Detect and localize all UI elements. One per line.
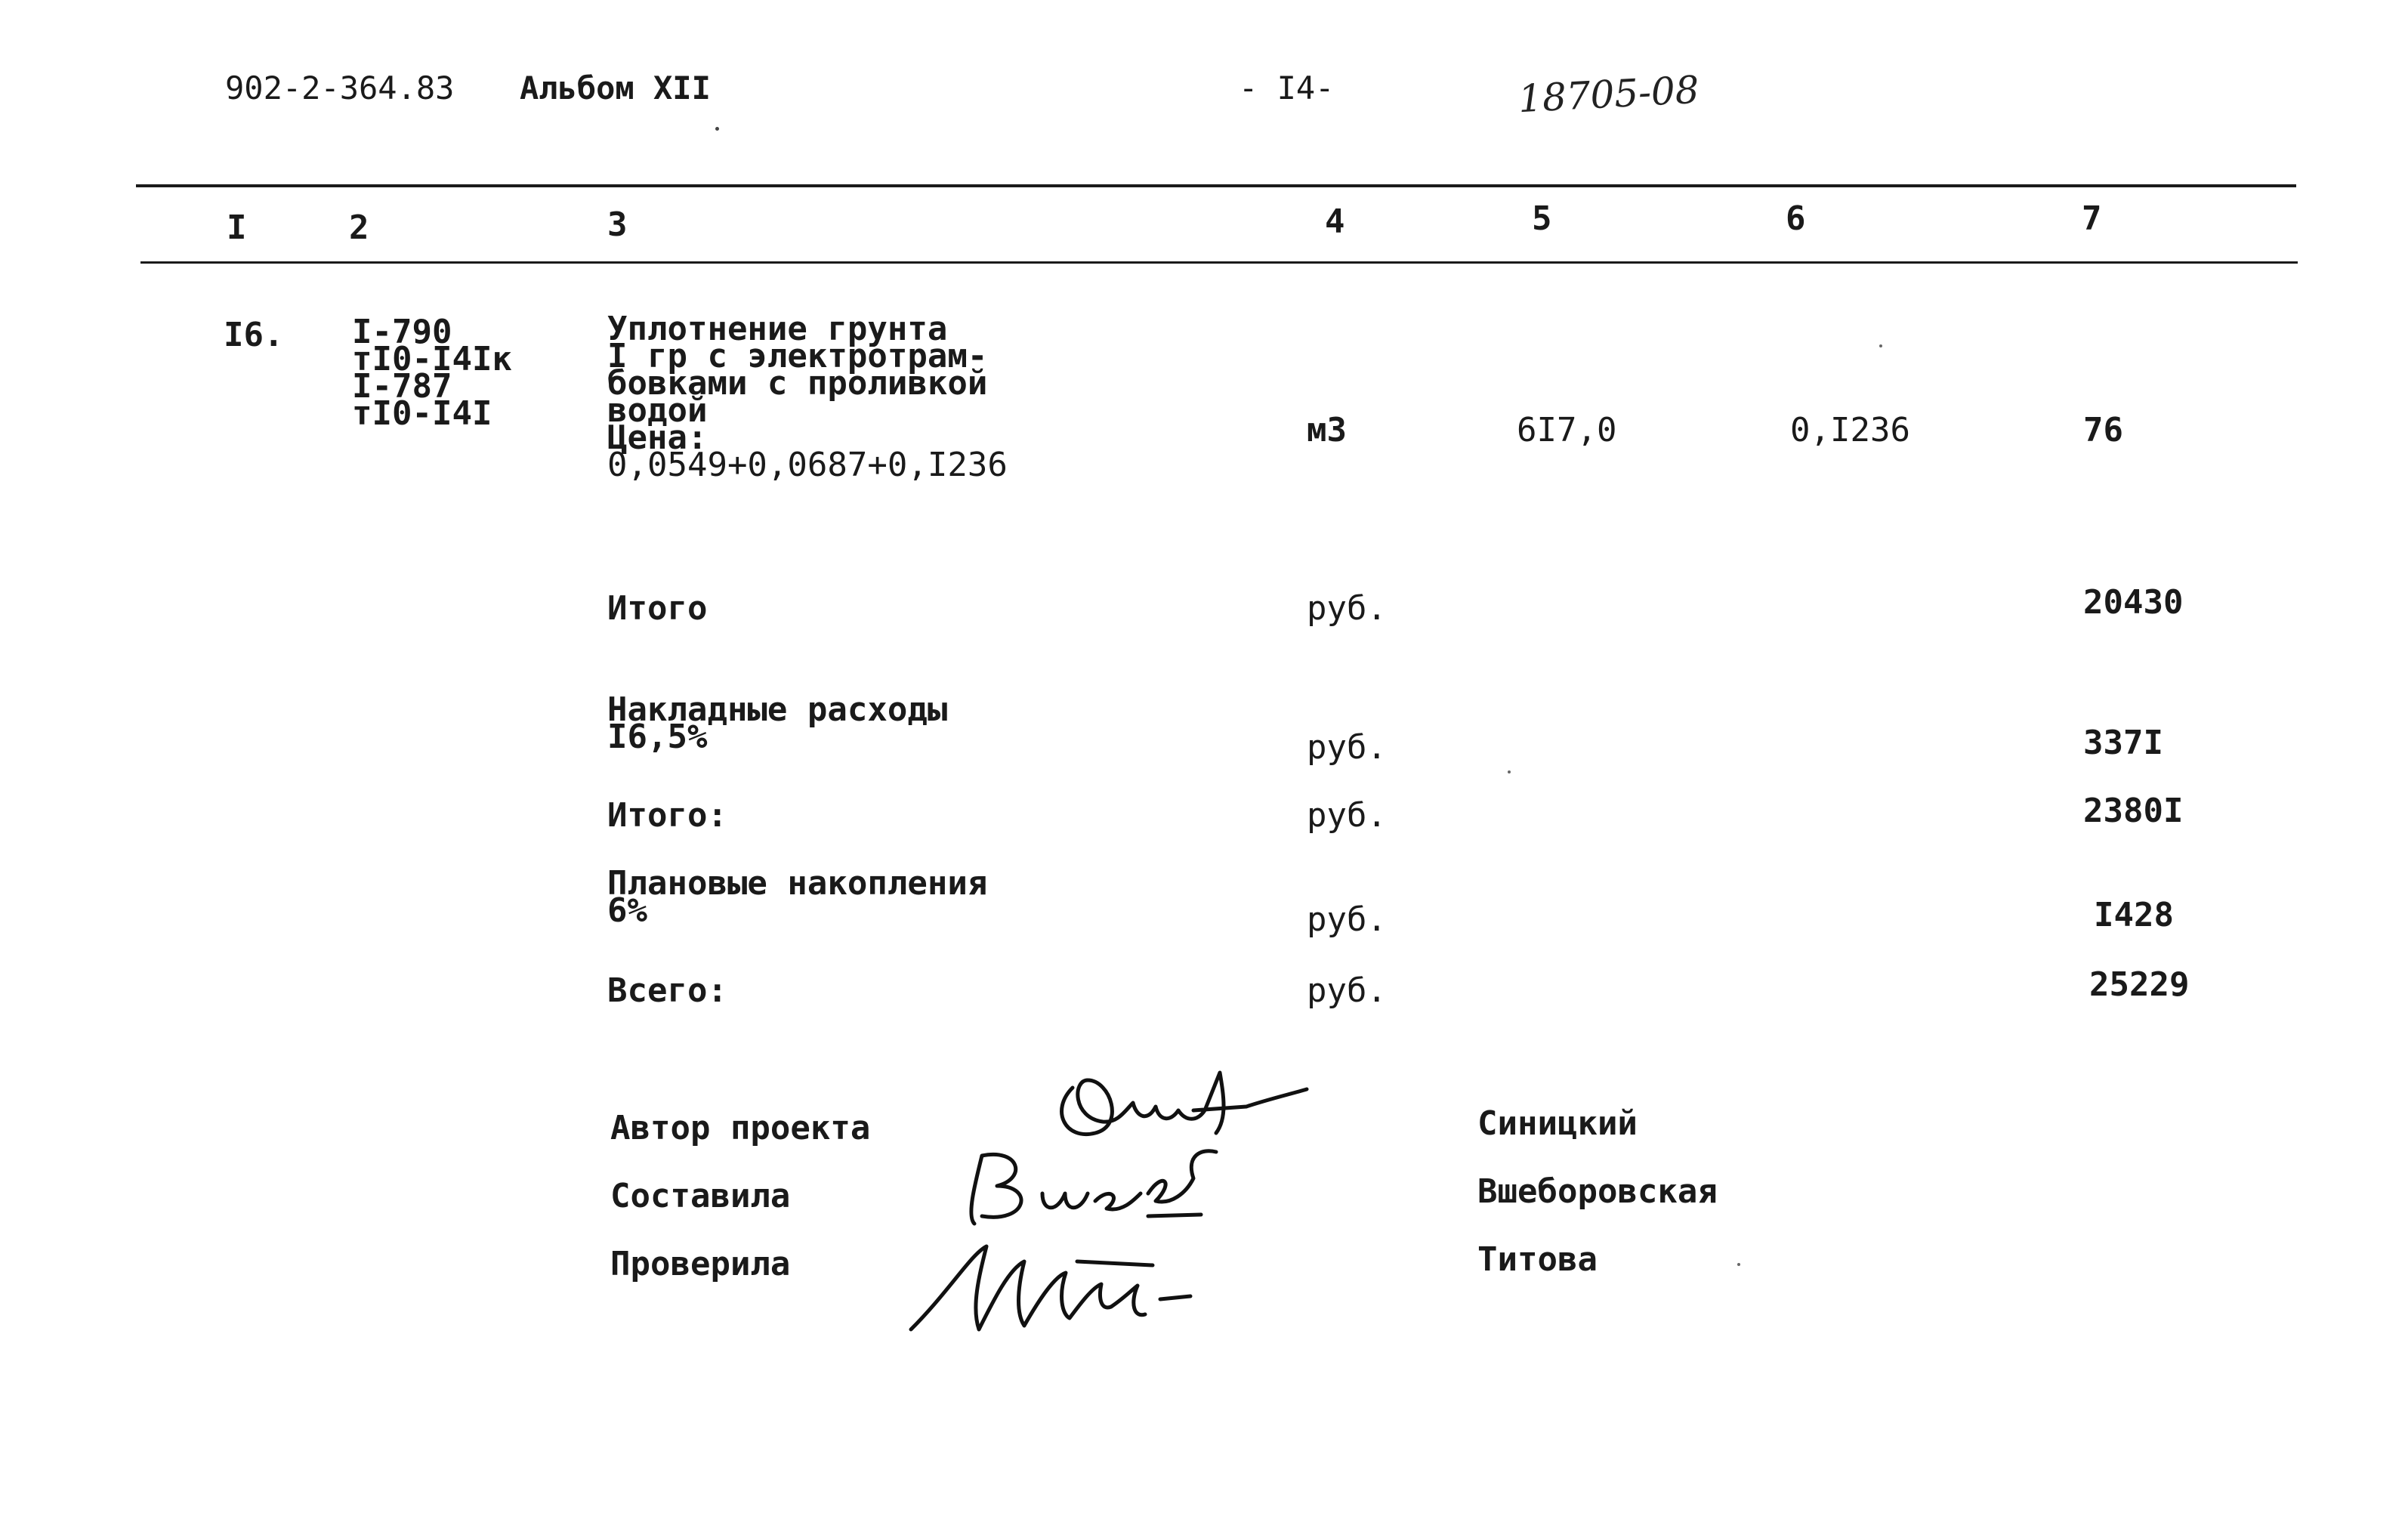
overhead-value: 337I [2083, 724, 2163, 762]
rate-code: тI0-I4I [352, 394, 492, 434]
work-description [607, 310, 1008, 485]
signature-name: Титова [1477, 1240, 1598, 1279]
description-line: 0,0549+0,0687+0,I236 [607, 446, 1008, 485]
handwritten-signature-checker [903, 1231, 1206, 1352]
signature-name: Вшеборовская [1477, 1172, 1718, 1211]
rate-codes [352, 313, 512, 434]
planned-savings-label-line: Плановые накопления [607, 864, 988, 903]
scan-speck [1879, 344, 1882, 347]
column-header-1: I [227, 208, 247, 247]
grand-total-label: Всего: [607, 971, 727, 1010]
unit-cell: м3 [1307, 411, 1347, 449]
rate-code: I-790 [352, 313, 452, 351]
subtotal2-unit: руб. [1307, 796, 1387, 835]
table-top-rule [136, 184, 2296, 187]
description-line: I гр с электротрам- [607, 337, 988, 376]
rate-code: тI0-I4Iк [352, 340, 512, 379]
unit-price-cell: 0,I236 [1790, 411, 1910, 449]
column-header-7: 7 [2082, 199, 2102, 238]
description-line: Цена: [607, 418, 708, 458]
subtotal2-value: 2380I [2083, 792, 2184, 830]
overhead-rate: I6,5% [607, 718, 708, 757]
overhead-unit: руб. [1307, 728, 1387, 767]
signature-name: Синицкий [1477, 1104, 1638, 1143]
signature-role: Проверила [610, 1245, 791, 1283]
subtotal-unit: руб. [1307, 589, 1387, 628]
description-line: Уплотнение грунта [607, 310, 948, 348]
page-number: - I4- [1239, 69, 1335, 107]
grand-total-value: 25229 [2089, 965, 2190, 1004]
column-header-4: 4 [1325, 202, 1345, 241]
planned-savings-label [607, 864, 988, 931]
handwritten-inventory-number: 18705-08 [1517, 67, 1700, 122]
planned-savings-rate: 6% [607, 891, 647, 931]
column-header-5: 5 [1532, 199, 1552, 238]
handwritten-signature-compiler [959, 1141, 1231, 1231]
scan-speck [1508, 770, 1511, 773]
table-header-rule [140, 261, 2298, 264]
overhead-label-line: Накладные расходы [607, 690, 948, 729]
subtotal-label: Итого [607, 589, 708, 628]
overhead-label [607, 690, 948, 757]
rate-code: I-787 [352, 367, 452, 406]
description-line: бовками с проливкой [607, 364, 988, 403]
column-header-6: 6 [1786, 199, 1806, 238]
handwritten-signature-author [1042, 1050, 1314, 1148]
row-number: I6. [224, 316, 284, 354]
planned-savings-value: I428 [2094, 896, 2174, 934]
signature-role: Составила [610, 1177, 791, 1215]
subtotal2-label: Итого: [607, 796, 727, 835]
subtotal-value: 20430 [2083, 583, 2184, 622]
quantity-cell: 6I7,0 [1517, 411, 1617, 449]
total-cell: 76 [2083, 411, 2123, 449]
signature-role: Автор проекта [610, 1109, 871, 1147]
column-header-3: 3 [607, 205, 628, 244]
grand-total-unit: руб. [1307, 971, 1387, 1010]
album-label: Альбом XII [520, 69, 711, 107]
column-header-2: 2 [349, 208, 369, 247]
description-line: водой [607, 391, 708, 431]
scan-speck [715, 127, 719, 131]
planned-savings-unit: руб. [1307, 900, 1387, 939]
scan-speck [1737, 1263, 1740, 1266]
document-code: 902-2-364.83 [225, 69, 455, 107]
